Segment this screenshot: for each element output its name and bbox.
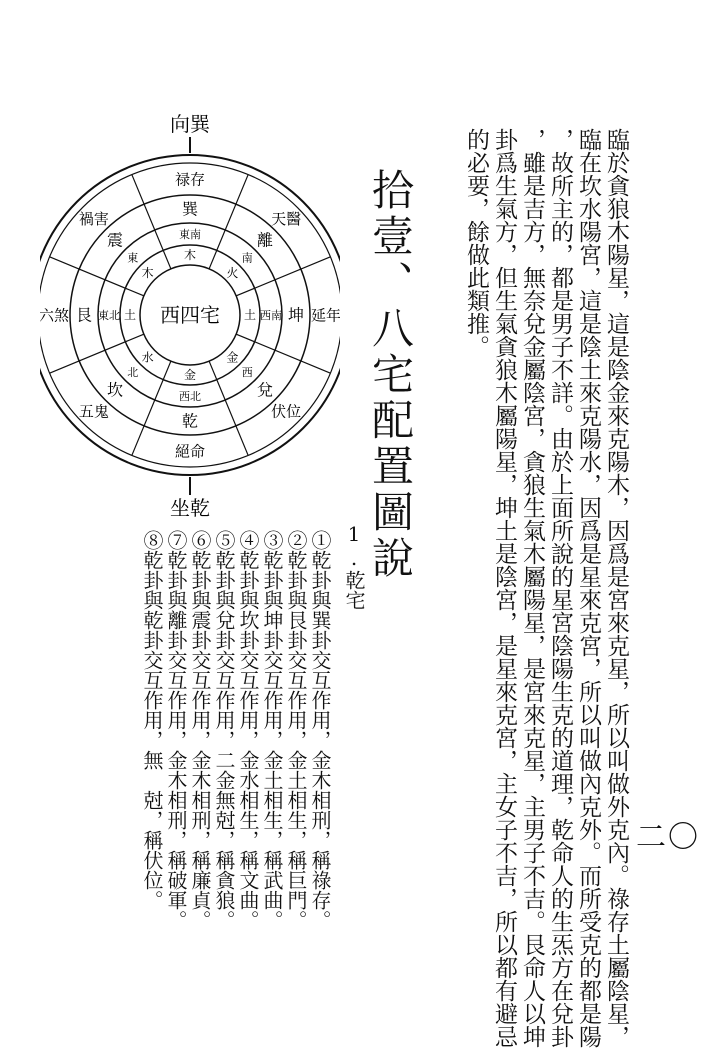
element-ring-label: 金 bbox=[183, 368, 197, 383]
list-item-8: ⑧乾卦與乾卦交互作用，無 尅，稱伏位。 bbox=[140, 530, 164, 910]
element-ring-label: 土 bbox=[123, 308, 137, 323]
compass-svg bbox=[40, 105, 340, 525]
inner-ring-label: 西北 bbox=[179, 389, 201, 403]
outer-ring-label: 延年 bbox=[310, 306, 340, 325]
list-item-1: ①乾卦與巽卦交互作用，金木相刑，稱祿存。 bbox=[308, 530, 332, 930]
outer-ring-label: 伏位 bbox=[271, 402, 302, 421]
middle-ring-label: 艮 bbox=[75, 305, 93, 325]
page-number: 二〇 bbox=[636, 820, 700, 855]
body-line-5: 卦爲生氣方，但生氣貪狼木屬陽星，坤土是陰宮，是星來克宮，主女子不吉，所以都有避忌 bbox=[491, 128, 517, 1048]
body-line-2: 臨在坎水陽宮，這是陰土來克陽水，因爲是星來克宮，所以叫做內克外。而所受克的都是陽 bbox=[575, 128, 601, 1048]
list-item-7: ⑦乾卦與離卦交互作用，金木相刑，稱破軍。 bbox=[164, 530, 188, 930]
bazhai-compass-diagram bbox=[40, 105, 340, 525]
body-line-6: 的必要，餘做此類推。 bbox=[463, 128, 489, 358]
section-title: 拾壹、八宅配置圖說 bbox=[366, 168, 415, 582]
inner-ring-label: 西南 bbox=[260, 308, 282, 322]
inner-ring-label: 東 bbox=[127, 251, 139, 265]
element-ring-label: 土 bbox=[243, 308, 257, 323]
middle-ring-label: 乾 bbox=[181, 411, 199, 431]
inner-ring-label: 南 bbox=[241, 251, 253, 265]
compass-center-label: 西四宅 bbox=[160, 303, 220, 327]
body-line-3: ，故所主的，都是男子不詳。由於上面所說的星宮陰陽生克的道理，乾命人的生炁方在兌卦 bbox=[547, 128, 573, 1048]
inner-ring-label: 西 bbox=[241, 366, 253, 380]
inner-ring-label: 東北 bbox=[98, 308, 120, 322]
outer-ring-label: 禄存 bbox=[174, 170, 206, 189]
element-ring-label: 金 bbox=[226, 350, 239, 365]
outer-ring-label: 天醫 bbox=[271, 210, 302, 229]
middle-ring-label: 坤 bbox=[287, 305, 305, 325]
inner-ring-label: 北 bbox=[127, 366, 139, 380]
middle-ring-label: 巽 bbox=[181, 199, 199, 219]
compass-top-label: 向巽 bbox=[170, 112, 210, 136]
middle-ring-label: 坎 bbox=[107, 380, 124, 400]
outer-ring-label: 絕命 bbox=[174, 442, 206, 461]
outer-ring-label: 六煞 bbox=[40, 306, 70, 325]
middle-ring-label: 兌 bbox=[256, 380, 273, 400]
outer-ring-label: 五鬼 bbox=[78, 402, 109, 421]
middle-ring-label: 震 bbox=[107, 230, 124, 250]
outer-ring-label: 禍害 bbox=[78, 210, 109, 229]
middle-ring-label: 離 bbox=[256, 230, 273, 250]
element-ring-label: 火 bbox=[226, 265, 239, 280]
list-item-6: ⑥乾卦與震卦交互作用，金木相刑，稱廉貞。 bbox=[188, 530, 212, 930]
element-ring-label: 木 bbox=[141, 265, 154, 280]
list-item-3: ③乾卦與坤卦交互作用，金土相生，稱武曲。 bbox=[260, 530, 284, 930]
list-item-2: ②乾卦與艮卦交互作用，金土相生，稱巨門。 bbox=[284, 530, 308, 930]
subsection-label: 1.乾宅 bbox=[342, 522, 366, 610]
body-line-4: ，雖是吉方，無奈兌金屬陰宮，貪狼生氣木屬陽星，是宮來克星，主男子不吉。艮命人以坤 bbox=[519, 128, 545, 1048]
element-ring-label: 水 bbox=[141, 350, 154, 365]
element-ring-label: 木 bbox=[183, 248, 197, 263]
inner-ring-label: 東南 bbox=[179, 227, 201, 241]
list-item-5: ⑤乾卦與兌卦交互作用，二金無尅，稱貪狼。 bbox=[212, 530, 236, 930]
compass-bottom-label: 坐乾 bbox=[170, 496, 210, 520]
list-item-4: ④乾卦與坎卦交互作用，金水相生，稱文曲。 bbox=[236, 530, 260, 930]
body-line-1: 臨於貪狼木陽星，這是陰金來克陽木，因爲是宮來克星，所以叫做外克內。祿存土屬陰星， bbox=[603, 128, 629, 1048]
